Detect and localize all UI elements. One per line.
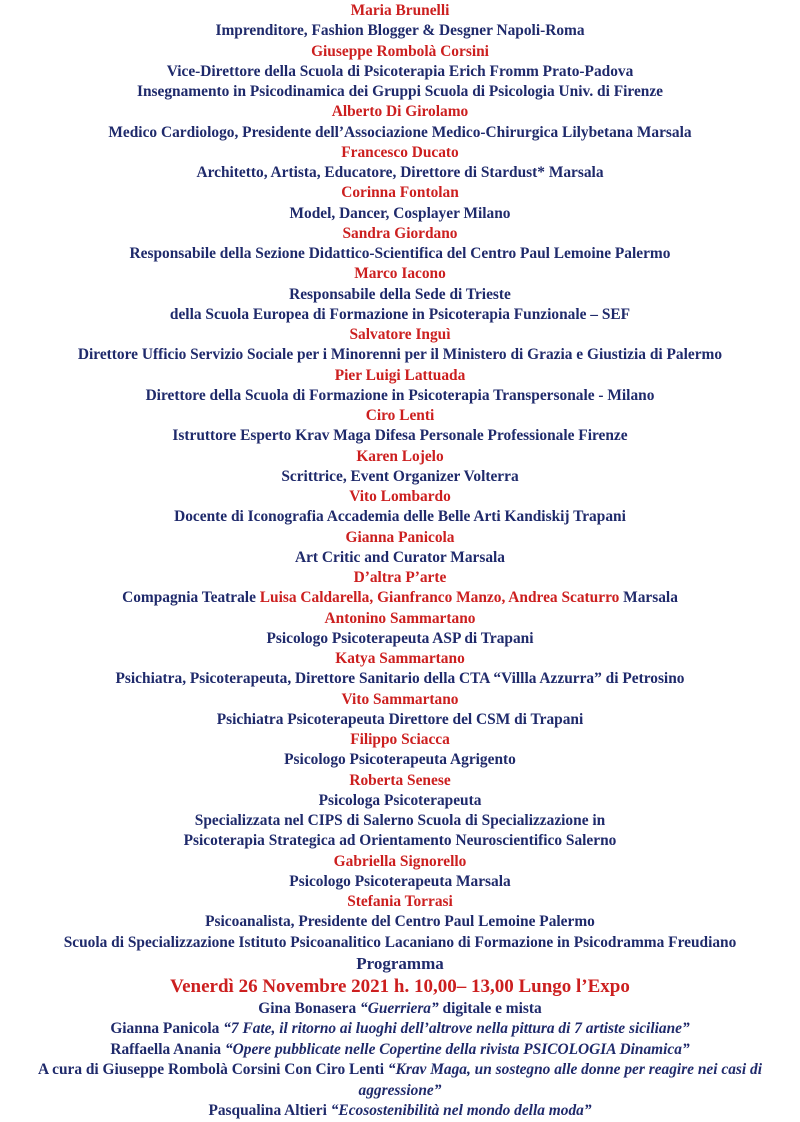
person-entry — [0, 487, 800, 528]
person-role: Medico Cardiologo, Presidente dell’Associazione Medico-Chirurgica Lilybetana Marsala — [108, 123, 692, 141]
person-name: Vito Sammartano — [341, 690, 459, 708]
event-who: Gina Bonasera — [258, 999, 361, 1017]
person-name: Giuseppe Rombolà Corsini — [311, 42, 489, 60]
program-event — [0, 1060, 800, 1101]
event-after: digitale e mista — [438, 999, 542, 1017]
person-name: Salvatore Inguì — [349, 326, 451, 343]
person-entry — [0, 892, 800, 953]
event-title: “Ecosostenibilità nel mondo della moda” — [330, 1102, 592, 1120]
person-name: Vito Lombardo — [349, 488, 451, 505]
company-name: D’altra P’arte — [353, 569, 447, 586]
person-name: Karen Lojelo — [356, 447, 444, 465]
program-event — [0, 1040, 800, 1061]
person-entry — [0, 649, 800, 690]
program-section — [0, 953, 800, 1122]
person-name: Corinna Fontolan — [341, 184, 459, 202]
event-who: Gianna Panicola — [110, 1020, 224, 1038]
person-role: Imprenditore, Fashion Blogger & Desgner Napoli-Roma — [215, 22, 585, 40]
person-role: Insegnamento in Psicodinamica dei Gruppi Scuola di Psicologia Univ. di Firenze — [136, 83, 664, 100]
company-prefix: Compagnia Teatrale — [122, 589, 260, 607]
person-name: Stefania Torrasi — [347, 893, 453, 910]
person-name: Gianna Panicola — [345, 528, 455, 546]
person-role: Psicologo Psicoterapeuta Marsala — [289, 872, 511, 890]
event-title: “Opere pubblicate nelle Copertine della rivista PSICOLOGIA Dinamica” — [224, 1040, 690, 1058]
person-role: Psicoterapia Strategica ad Orientamento Neuroscientifico Salerno — [183, 832, 617, 850]
person-role: Specializzata nel CIPS di Salerno Scuola di Specializzazione in — [194, 812, 606, 829]
program-heading: Programma — [356, 953, 444, 973]
person-entry — [0, 852, 800, 893]
person-entry — [0, 528, 800, 569]
program-date: Venerdì 26 Novembre 2021 h. 10,00– 13,00 Lungo l’Expo — [170, 975, 630, 997]
program-event — [0, 1101, 800, 1122]
people-list — [0, 1, 800, 953]
person-entry — [0, 1, 800, 42]
person-role: Psicologa Psicoterapeuta — [318, 791, 482, 809]
person-name: Roberta Senese — [349, 771, 451, 789]
person-entry — [0, 143, 800, 184]
person-name: Antonino Sammartano — [324, 609, 476, 627]
program-event — [0, 1019, 800, 1040]
person-role: Psicologo Psicoterapeuta Agrigento — [284, 751, 516, 769]
person-name: Francesco Ducato — [341, 143, 459, 161]
person-entry — [0, 730, 800, 771]
person-role: Docente di Iconografia Accademia delle Belle Arti Kandiskij Trapani — [174, 508, 626, 526]
person-role: Psichiatra, Psicoterapeuta, Direttore Sanitario della CTA “Villla Azzurra” di Petrosino — [115, 670, 685, 688]
company-member-names: Luisa Caldarella, Gianfranco Manzo, Andrea Scaturro — [259, 589, 620, 607]
person-entry — [0, 771, 800, 852]
event-who: Pasqualina Altieri — [208, 1102, 331, 1120]
event-title: “Krav Maga, un sostegno alle donne per reagire nei casi di aggressione” — [358, 1061, 762, 1099]
person-role: Vice-Direttore della Scuola di Psicoterapia Erich Fromm Prato-Padova — [166, 62, 634, 80]
person-entry — [0, 264, 800, 325]
event-who: Raffaella Anania — [110, 1040, 225, 1058]
event-title: “7 Fate, il ritorno ai luoghi dell’altrove nella pittura di 7 artiste siciliane” — [223, 1020, 690, 1038]
person-role: Responsabile della Sede di Trieste — [289, 285, 511, 303]
person-entry — [0, 447, 800, 488]
person-name: Pier Luigi Lattuada — [334, 366, 466, 384]
person-entry — [0, 183, 800, 224]
person-name: Marco Iacono — [354, 265, 446, 283]
person-role: Scrittrice, Event Organizer Volterra — [281, 467, 519, 485]
person-name: Ciro Lenti — [365, 407, 435, 424]
person-role: Psicologo Psicoterapeuta ASP di Trapani — [266, 629, 534, 647]
event-title: “Guerriera” — [360, 999, 439, 1017]
person-role: Model, Dancer, Cosplayer Milano — [289, 204, 511, 222]
person-role: Architetto, Artista, Educatore, Direttore di Stardust* Marsala — [196, 164, 604, 181]
person-name: Filippo Sciacca — [350, 731, 450, 748]
person-role: Direttore Ufficio Servizio Sociale per i Minorenni per il Ministero di Grazia e Giustizia di Palermo — [77, 346, 723, 364]
person-entry — [0, 690, 800, 731]
person-entry — [0, 406, 800, 447]
person-role: Art Critic and Curator Marsala — [294, 548, 505, 566]
person-entry — [0, 609, 800, 650]
event-who: A cura di Giuseppe Rombolà Corsini Con Ciro Lenti — [38, 1061, 388, 1079]
person-role: Psicoanalista, Presidente del Centro Paul Lemoine Palermo — [205, 913, 595, 931]
person-entry — [0, 366, 800, 407]
person-name: Katya Sammartano — [335, 650, 465, 667]
person-name: Sandra Giordano — [342, 224, 458, 242]
person-role: Responsabile della Sezione Didattico-Scientifica del Centro Paul Lemoine Palermo — [129, 245, 671, 262]
person-name: Alberto Di Girolamo — [331, 103, 469, 121]
person-role: Direttore della Scuola di Formazione in Psicoterapia Transpersonale - Milano — [145, 386, 655, 404]
company-entry — [0, 568, 800, 609]
company-members — [0, 588, 800, 608]
person-role: Psichiatra Psicoterapeuta Direttore del CSM di Trapani — [216, 710, 584, 728]
person-entry — [0, 325, 800, 366]
person-entry — [0, 102, 800, 143]
person-entry — [0, 42, 800, 103]
person-role: Scuola di Specializzazione Istituto Psicoanalitico Lacaniano di Formazione in Psicodramma Freudiano — [63, 933, 737, 951]
person-name: Gabriella Signorello — [333, 852, 467, 870]
person-entry — [0, 224, 800, 265]
company-suffix: Marsala — [619, 589, 678, 607]
person-role: Istruttore Esperto Krav Maga Difesa Personale Professionale Firenze — [172, 427, 628, 445]
person-role: della Scuola Europea di Formazione in Psicoterapia Funzionale – SEF — [169, 305, 631, 323]
person-name: Maria Brunelli — [350, 2, 450, 19]
program-event — [0, 999, 800, 1020]
